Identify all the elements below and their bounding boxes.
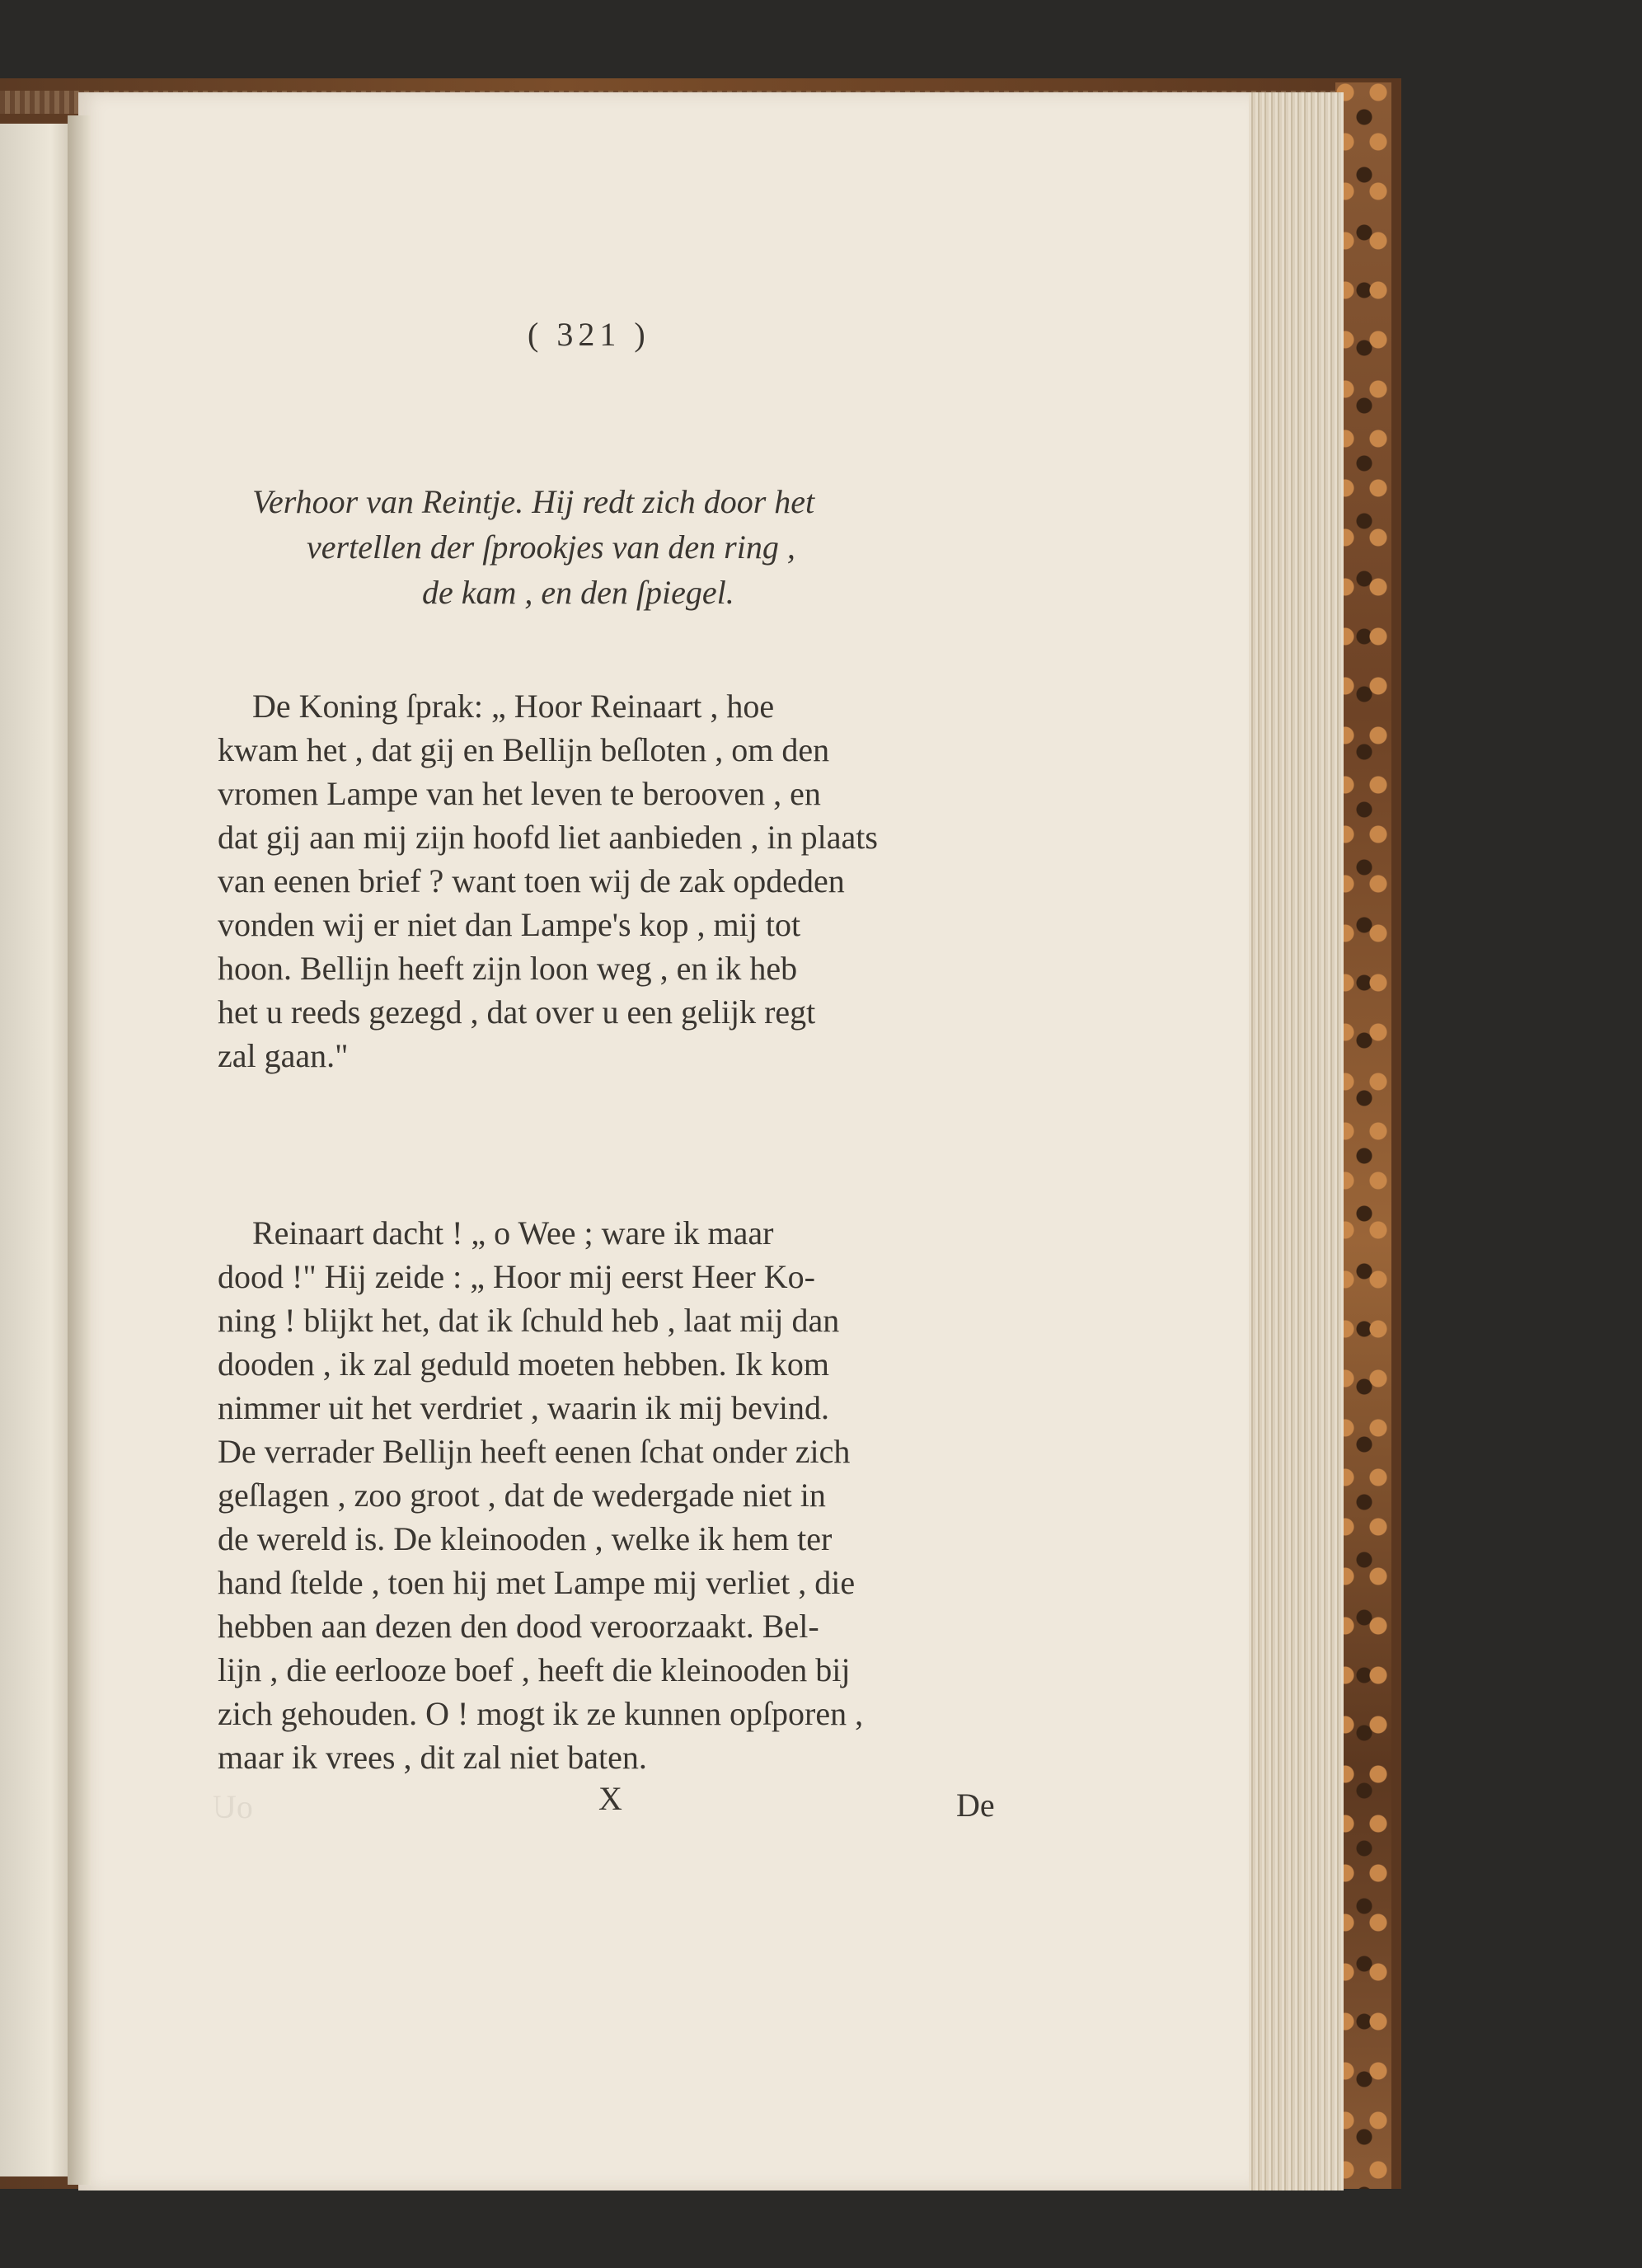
paragraph1-line: van eenen brief ? want toen wij de zak opdeden xyxy=(218,862,845,899)
marbled-cover xyxy=(1335,82,1391,2189)
paragraph2-line: De verrader Bellijn heeft eenen ſchat onder zich xyxy=(218,1433,851,1470)
paragraph1-line: hoon. Bellijn heeft zijn loon weg , en ik heb xyxy=(218,950,798,987)
paragraph2-line: ning ! blijkt het, dat ik ſchuld heb , laat mij dan xyxy=(218,1302,840,1339)
paragraph2-line: Reinaart dacht ! „ o Wee ; ware ik maar xyxy=(252,1214,774,1251)
page-fore-edge xyxy=(1249,92,1344,2191)
heading-line-3: de kam , en den ſpiegel. xyxy=(422,574,734,611)
paragraph1-line: dat gij aan mij zijn hoofd liet aanbieden , in plaats xyxy=(218,819,878,856)
paragraph1-line: De Koning ſprak: „ Hoor Reinaart , hoe xyxy=(252,688,775,725)
paragraph2-line: geſlagen , zoo groot , dat de wedergade niet in xyxy=(218,1477,826,1514)
heading-line-2: vertellen der ſprookjes van den ring , xyxy=(307,528,795,566)
paragraph2-line: dooden , ik zal geduld moeten hebben. Ik kom xyxy=(218,1345,830,1383)
page-gutter xyxy=(68,115,91,2185)
paragraph2-line: hebben aan dezen den dood veroorzaakt. Bel- xyxy=(218,1608,819,1645)
bleed-through-mark: oU xyxy=(213,1788,253,1825)
paragraph2-line: nimmer uit het verdriet , waarin ik mij bevind. xyxy=(218,1389,830,1426)
page-number: ( 321 ) xyxy=(528,316,650,353)
paragraph2-line: hand ſtelde , toen hij met Lampe mij verliet , die xyxy=(218,1564,856,1601)
paragraph1-line: vonden wij er niet dan Lampe's kop , mij tot xyxy=(218,906,801,943)
paragraph2-line: lijn , die eerlooze boef , heeft die kleinooden bij xyxy=(218,1651,851,1688)
paragraph2-line: dood !" Hij zeide : „ Hoor mij eerst Heer Ko- xyxy=(218,1258,815,1295)
heading-line-1: Verhoor van Reintje. Hij redt zich door het xyxy=(252,483,815,520)
book-page xyxy=(78,92,1253,2191)
paragraph1-line: vromen Lampe van het leven te berooven , en xyxy=(218,775,821,812)
catchword: De xyxy=(956,1787,995,1824)
signature-mark: X xyxy=(598,1780,622,1817)
paragraph2-line: de wereld is. De kleinooden , welke ik hem ter xyxy=(218,1520,833,1557)
left-page-edge xyxy=(0,124,73,2176)
paragraph2-line: maar ik vrees , dit zal niet baten. xyxy=(218,1739,647,1776)
paragraph2-line: zich gehouden. O ! mogt ik ze kunnen opſporen , xyxy=(218,1695,864,1732)
paragraph1-line: zal gaan." xyxy=(218,1037,349,1074)
paragraph1-line: het u reeds gezegd , dat over u een gelijk regt xyxy=(218,993,816,1031)
paragraph1-line: kwam het , dat gij en Bellijn beſloten , om den xyxy=(218,731,830,768)
